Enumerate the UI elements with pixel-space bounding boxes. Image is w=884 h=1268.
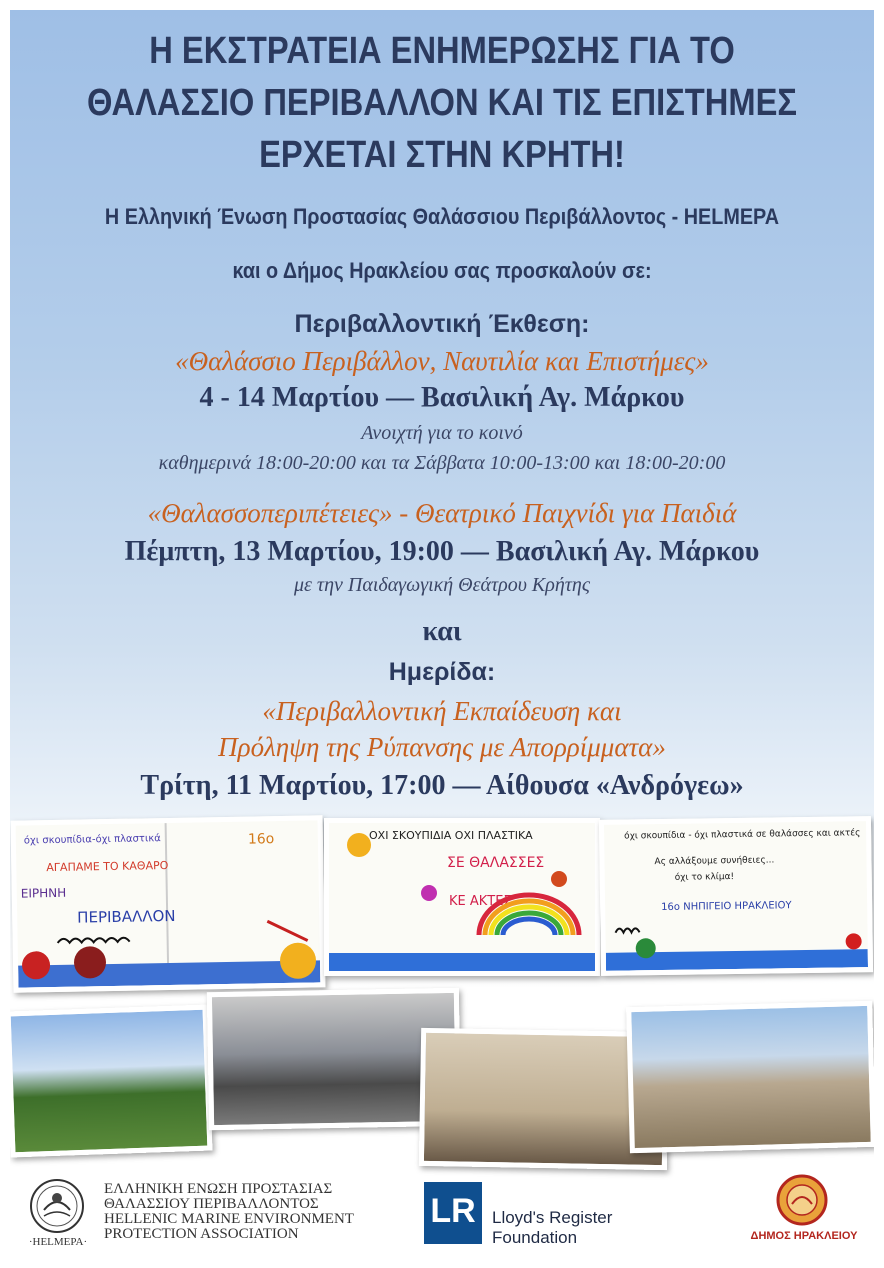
drawing-2-art: [329, 823, 595, 971]
helmepa-mark-text: ·HELMEPA·: [28, 1236, 88, 1248]
seminar-date: Τρίτη, 11 Μαρτίου, 17:00 — Αίθουσα «Ανδρόγεω»: [140, 770, 744, 801]
seminar-heading: Ημερίδα:: [388, 658, 496, 686]
exhibition-dates: 4 - 14 Μαρτίου — Βασιλική Αγ. Μάρκου: [199, 382, 685, 413]
and-text: και: [422, 616, 462, 647]
drawing-2-text-a: ΟΧΙ ΣΚΟΥΠΙΔΙΑ ΟΧΙ ΠΛΑΣΤΙΚΑ: [369, 829, 533, 842]
drawing-1-art: [16, 820, 321, 987]
lr-name-1: Lloyd's Register: [492, 1208, 613, 1227]
photo-group-beach: [626, 1001, 876, 1153]
drawing-1-text-e: 16ο: [247, 831, 275, 848]
exhibition-hours: καθημερινά 18:00-20:00 και τα Σάββατα 10:00-13:00 και 18:00-20:00: [158, 452, 726, 474]
lr-name-2: Foundation: [492, 1228, 578, 1247]
lloyds-register-logo: [424, 1182, 482, 1244]
drawing-1-text-d: ΠΕΡΙΒΑΛΛΟΝ: [77, 906, 176, 927]
drawing-2-text-c: ΚΕ ΑΚΤΕΣ: [449, 894, 512, 909]
child-drawing-2: [324, 818, 600, 976]
exhibition-heading: Περιβαλλοντική Έκθεση:: [294, 310, 590, 338]
child-drawing-1: [11, 815, 326, 992]
exhibition-title: «Θαλάσσιο Περιβάλλον, Ναυτιλία και Επιστήμες»: [175, 346, 709, 376]
title-line-3: ΕΡΧΕΤΑΙ ΣΤΗΝ ΚΡΗΤΗ!: [259, 134, 625, 176]
title-line-2: ΘΑΛΑΣΣΙΟ ΠΕΡΙΒΑΛΛΟΝ ΚΑΙ ΤΙΣ ΕΠΙΣΤΗΜΕΣ: [86, 82, 798, 124]
helmepa-name-gr-1: ΕΛΛΗΝΙΚΗ ΕΝΩΣΗ ΠΡΟΣΤΑΣΙΑΣ: [104, 1181, 333, 1197]
seminar-title-2: Πρόληψη της Ρύπανσης με Απορρίμματα»: [218, 732, 666, 762]
theatre-with: με την Παιδαγωγική Θεάτρου Κρήτης: [294, 574, 590, 596]
helmepa-name-gr-2: ΘΑΛΑΣΣΙΟΥ ΠΕΡΙΒΑΛΛΟΝΤΟΣ: [104, 1196, 319, 1212]
drawing-3-text-a: όχι σκουπίδια - όχι πλαστικά σε θαλάσσες και ακτές: [624, 828, 861, 842]
dimos-seal-icon: [776, 1174, 828, 1226]
seminar-title-1: «Περιβαλλοντική Εκπαίδευση και: [262, 696, 622, 726]
theatre-date: Πέμπτη, 13 Μαρτίου, 19:00 — Βασιλική Αγ. Μάρκου: [124, 536, 760, 567]
theatre-title: «Θαλασσοπεριπέτειες» - Θεατρικό Παιχνίδι για Παιδιά: [147, 498, 737, 528]
dimos-name: ΔΗΜΟΣ ΗΡΑΚΛΕΙΟΥ: [750, 1230, 858, 1242]
drawing-1-text-b: ΑΓΑΠΑΜΕ ΤΟ ΚΑΘΑΡΟ: [46, 858, 169, 875]
intro-line-2: και ο Δήμος Ηρακλείου σας προσκαλούν σε:: [232, 258, 652, 283]
helmepa-emblem-icon: [22, 1176, 92, 1240]
drawing-1-text-c: ΕΙΡΗΝΗ: [20, 885, 67, 901]
drawing-3-text-d: 16ο ΝΗΠΙΓΕΙΟ ΗΡΑΚΛΕΙΟΥ: [661, 900, 792, 914]
drawing-3-art: [604, 821, 868, 971]
photo-aquarium-outdoor: [6, 1005, 213, 1158]
dimos-irakleiou-logo: [776, 1174, 828, 1226]
intro-line-1: Η Ελληνική Ένωση Προστασίας Θαλάσσιου Περιβάλλοντος - HELMEPA: [104, 204, 780, 229]
helmepa-logo: [22, 1176, 92, 1246]
lr-mark: LR: [430, 1192, 476, 1230]
drawing-3-text-c: όχι το κλίμα!: [674, 872, 735, 883]
drawing-3-text-b: Ας αλλάξουμε συνήθειες...: [654, 855, 775, 868]
helmepa-name-en-1: HELLENIC MARINE ENVIRONMENT: [104, 1211, 354, 1227]
child-drawing-3: [599, 816, 873, 976]
helmepa-name-en-2: PROTECTION ASSOCIATION: [104, 1226, 299, 1242]
drawing-1-text-a: όχι σκουπίδια-όχι πλαστικά: [23, 833, 161, 847]
exhibition-open: Ανοιχτή για το κοινό: [361, 422, 523, 444]
drawing-2-text-b: ΣΕ ΘΑΛΑΣΣΕΣ: [447, 855, 545, 871]
title-line-1: Η ΕΚΣΤΡΑΤΕΙΑ ΕΝΗΜΕΡΩΣΗΣ ΓΙΑ ΤΟ: [149, 30, 735, 72]
